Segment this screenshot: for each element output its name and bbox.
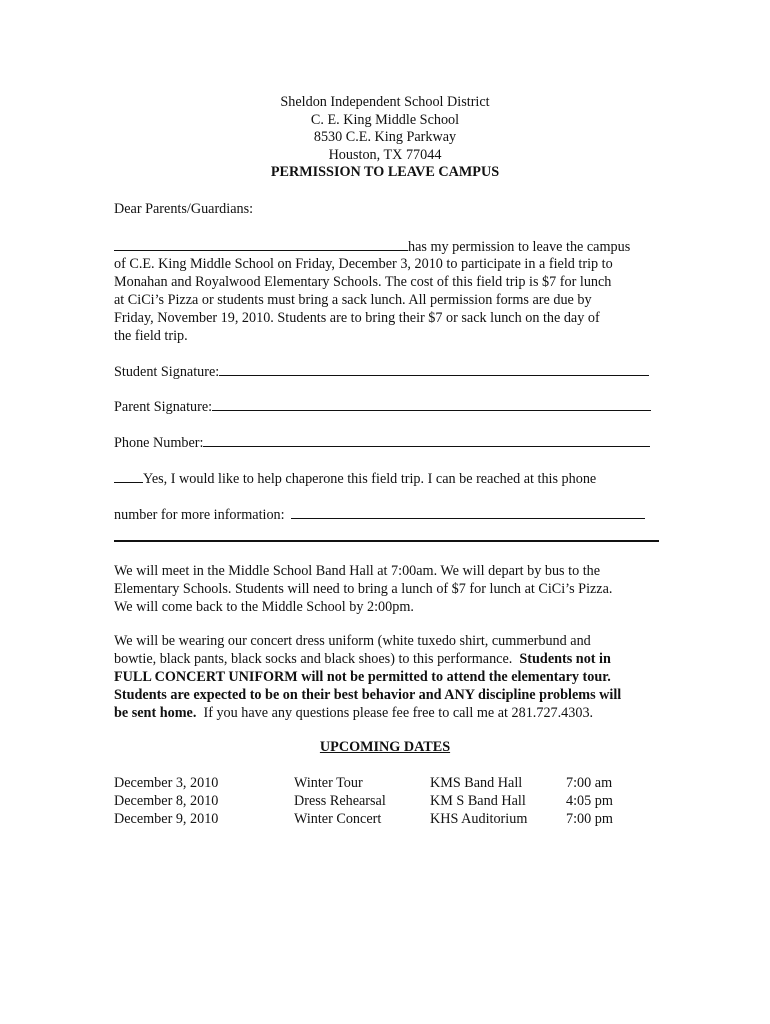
- meeting-line: We will come back to the Middle School by 2:00pm.: [114, 599, 414, 615]
- salutation: Dear Parents/Guardians:: [114, 201, 254, 217]
- student-signature-row: [114, 362, 649, 381]
- schedule-time: 4:05 pm: [566, 793, 613, 809]
- chaperone-checkbox-blank[interactable]: [114, 469, 143, 483]
- meeting-line: We will meet in the Middle School Band Hall at 7:00am. We will depart by bus to the: [114, 563, 601, 579]
- more-info-label: number for more information:: [114, 507, 285, 523]
- student-signature-field[interactable]: [219, 362, 649, 376]
- student-name-blank[interactable]: [114, 237, 408, 251]
- permission-line: the field trip.: [114, 328, 188, 344]
- uniform-line2-bold: Students not in: [519, 651, 611, 667]
- uniform-line: Students are expected to be on their best behavior and ANY discipline problems will: [114, 687, 622, 703]
- parent-signature-row: [114, 397, 651, 416]
- uniform-line: FULL CONCERT UNIFORM will not be permitted to attend the elementary tour.: [114, 669, 611, 685]
- meeting-paragraph: [114, 562, 659, 616]
- chaperone-text: Yes, I would like to help chaperone this field trip. I can be reached at this phone: [143, 471, 597, 487]
- district-name: Sheldon Independent School District: [280, 94, 490, 110]
- schedule-time: 7:00 pm: [566, 811, 613, 827]
- permission-paragraph: [114, 255, 659, 345]
- schedule-location: KMS Band Hall: [430, 775, 523, 791]
- uniform-line2-plain: bowtie, black pants, black socks and black shoes) to this performance.: [114, 651, 520, 667]
- permission-first-line: [114, 237, 630, 256]
- phone-number-label: Phone Number:: [114, 435, 204, 451]
- table-row: [114, 774, 613, 792]
- letter-header: [0, 94, 770, 182]
- school-name: C. E. King Middle School: [310, 111, 460, 128]
- student-signature-label: Student Signature:: [114, 364, 220, 380]
- uniform-line5-plain: If you have any questions please fee free to call me at 281.727.4303.: [196, 705, 594, 721]
- more-info-phone-field[interactable]: [291, 505, 645, 519]
- schedule-time: 7:00 am: [566, 775, 613, 791]
- permission-line: Friday, November 19, 2010. Students are to bring their $7 or sack lunch on the day of: [114, 310, 600, 326]
- phone-number-field[interactable]: [203, 433, 650, 447]
- schedule-date: December 9, 2010: [114, 811, 219, 827]
- uniform-paragraph: [114, 632, 659, 722]
- form-title: PERMISSION TO LEAVE CAMPUS: [270, 164, 500, 181]
- chaperone-row: [114, 469, 596, 488]
- schedule-event: Winter Tour: [294, 775, 363, 791]
- schedule-date: December 8, 2010: [114, 793, 219, 809]
- school-street: 8530 C.E. King Parkway: [313, 129, 457, 146]
- schedule-date: December 3, 2010: [114, 775, 219, 791]
- permission-line1-text: has my permission to leave the campus: [408, 239, 631, 255]
- section-divider: [114, 540, 659, 542]
- meeting-line: Elementary Schools. Students will need to bring a lunch of $7 for lunch at CiCi’s Pizza.: [114, 581, 613, 597]
- schedule-location: KHS Auditorium: [430, 811, 528, 827]
- upcoming-dates-title: UPCOMING DATES: [319, 739, 451, 755]
- permission-line: Monahan and Royalwood Elementary Schools. The cost of this field trip is $7 for lunch: [114, 274, 612, 290]
- school-city: Houston, TX 77044: [328, 146, 442, 163]
- uniform-line: [114, 650, 659, 668]
- schedule-event: Winter Concert: [294, 811, 382, 827]
- table-row: [114, 810, 613, 828]
- schedule-event: Dress Rehearsal: [294, 793, 386, 809]
- parent-signature-field[interactable]: [212, 397, 651, 411]
- table-row: [114, 792, 613, 810]
- parent-signature-label: Parent Signature:: [114, 399, 213, 415]
- permission-line: of C.E. King Middle School on Friday, December 3, 2010 to participate in a field trip to: [114, 256, 613, 272]
- uniform-line5-bold: be sent home.: [114, 705, 197, 721]
- more-info-row: [114, 505, 645, 524]
- schedule-location: KM S Band Hall: [430, 793, 526, 809]
- phone-number-row: [114, 433, 650, 452]
- schedule-table: [114, 774, 613, 828]
- uniform-line: [114, 704, 659, 722]
- permission-line: at CiCi’s Pizza or students must bring a sack lunch. All permission forms are due by: [114, 292, 592, 308]
- uniform-line: We will be wearing our concert dress uniform (white tuxedo shirt, cummerbund and: [114, 633, 591, 649]
